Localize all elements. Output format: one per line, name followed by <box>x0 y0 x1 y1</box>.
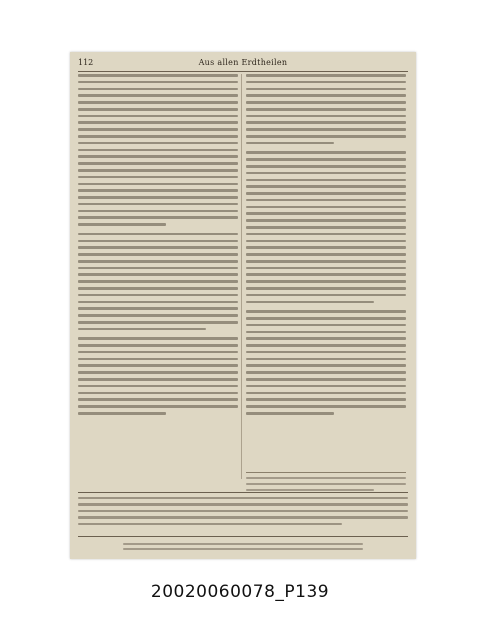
text-line <box>246 489 374 491</box>
text-line <box>78 240 238 243</box>
text-line <box>78 301 238 304</box>
text-line <box>246 385 406 388</box>
text-line <box>78 183 238 186</box>
text-line <box>246 212 406 215</box>
text-line <box>78 503 408 505</box>
text-line <box>78 392 238 395</box>
text-line <box>78 294 238 297</box>
text-line <box>246 246 406 249</box>
text-line <box>246 477 406 479</box>
header-rule <box>78 71 408 72</box>
text-line <box>78 94 238 97</box>
text-line <box>246 240 406 243</box>
text-line <box>78 233 238 236</box>
text-line <box>246 301 374 304</box>
column-divider <box>241 74 242 479</box>
text-line <box>78 280 238 283</box>
text-line <box>78 121 238 124</box>
text-line <box>123 543 362 545</box>
text-line <box>246 358 406 361</box>
text-line <box>246 81 406 84</box>
text-line <box>78 115 238 118</box>
text-line <box>246 219 406 222</box>
text-column-right <box>246 74 406 479</box>
text-line <box>246 310 406 313</box>
text-line <box>78 516 408 518</box>
text-line <box>78 128 238 131</box>
text-line <box>246 108 406 111</box>
text-line <box>78 314 238 317</box>
text-line <box>246 351 406 354</box>
text-line <box>246 294 406 297</box>
text-line <box>78 510 408 512</box>
text-line <box>78 328 206 331</box>
text-line <box>78 223 166 226</box>
text-line <box>78 267 238 270</box>
text-line <box>78 246 238 249</box>
page-header <box>78 58 408 70</box>
footer-rule <box>78 492 408 493</box>
text-line <box>78 273 238 276</box>
text-line <box>78 101 238 104</box>
page-number: 112 <box>78 58 94 67</box>
text-line <box>78 189 238 192</box>
text-line <box>78 260 238 263</box>
text-line <box>246 364 406 367</box>
image-caption: 20020060078_P139 <box>150 582 330 602</box>
text-line <box>246 260 406 263</box>
text-line <box>246 151 406 154</box>
running-title: Aus allen Erdtheilen <box>198 58 288 67</box>
text-line <box>78 210 238 213</box>
text-line <box>246 172 406 175</box>
text-line <box>246 483 406 485</box>
text-line <box>246 179 406 182</box>
text-line <box>246 226 406 229</box>
text-line <box>246 101 406 104</box>
text-line <box>78 196 238 199</box>
text-line <box>78 385 238 388</box>
text-line <box>246 233 406 236</box>
text-line <box>78 321 238 324</box>
text-line <box>78 337 238 340</box>
scanned-page <box>70 52 416 559</box>
text-line <box>246 392 406 395</box>
text-line <box>78 162 238 165</box>
text-line <box>78 351 238 354</box>
text-line <box>246 192 406 195</box>
text-line <box>246 128 406 131</box>
text-line <box>78 405 238 408</box>
text-column-left <box>78 74 238 479</box>
text-line <box>78 149 238 152</box>
text-line <box>246 405 406 408</box>
text-line <box>246 185 406 188</box>
text-line <box>246 344 406 347</box>
text-line <box>246 337 406 340</box>
text-line <box>246 165 406 168</box>
text-line <box>246 199 406 202</box>
text-line <box>78 108 238 111</box>
text-line <box>78 412 166 415</box>
imprint-rule <box>78 536 408 537</box>
text-line <box>78 307 238 310</box>
text-line <box>246 121 406 124</box>
text-line <box>78 81 238 84</box>
text-line <box>78 358 238 361</box>
text-line <box>246 74 406 77</box>
text-line <box>78 155 238 158</box>
text-line <box>246 398 406 401</box>
text-line <box>78 523 342 525</box>
text-line <box>246 280 406 283</box>
text-line <box>246 253 406 256</box>
text-line <box>78 253 238 256</box>
text-line <box>78 142 238 145</box>
text-line <box>246 324 406 327</box>
text-line <box>78 344 238 347</box>
contents-footer <box>78 497 408 537</box>
text-line <box>246 331 406 334</box>
text-line <box>246 378 406 381</box>
text-line <box>78 398 238 401</box>
text-line <box>246 142 334 145</box>
text-line <box>78 378 238 381</box>
text-line <box>246 371 406 374</box>
text-line <box>246 287 406 290</box>
text-line <box>78 287 238 290</box>
text-line <box>78 88 238 91</box>
text-line <box>246 94 406 97</box>
text-line <box>78 135 238 138</box>
text-line <box>78 497 408 499</box>
text-line <box>246 206 406 209</box>
text-line <box>246 158 406 161</box>
text-line <box>246 267 406 270</box>
imprint <box>110 540 376 554</box>
text-line <box>78 216 238 219</box>
text-line <box>78 169 238 172</box>
text-line <box>246 135 406 138</box>
text-line <box>246 273 406 276</box>
text-line <box>78 176 238 179</box>
text-line <box>246 412 334 415</box>
text-line <box>246 88 406 91</box>
text-line <box>78 74 238 77</box>
text-line <box>123 548 362 550</box>
text-line <box>78 371 238 374</box>
text-line <box>78 203 238 206</box>
text-line <box>246 115 406 118</box>
text-line <box>78 364 238 367</box>
text-line <box>246 317 406 320</box>
